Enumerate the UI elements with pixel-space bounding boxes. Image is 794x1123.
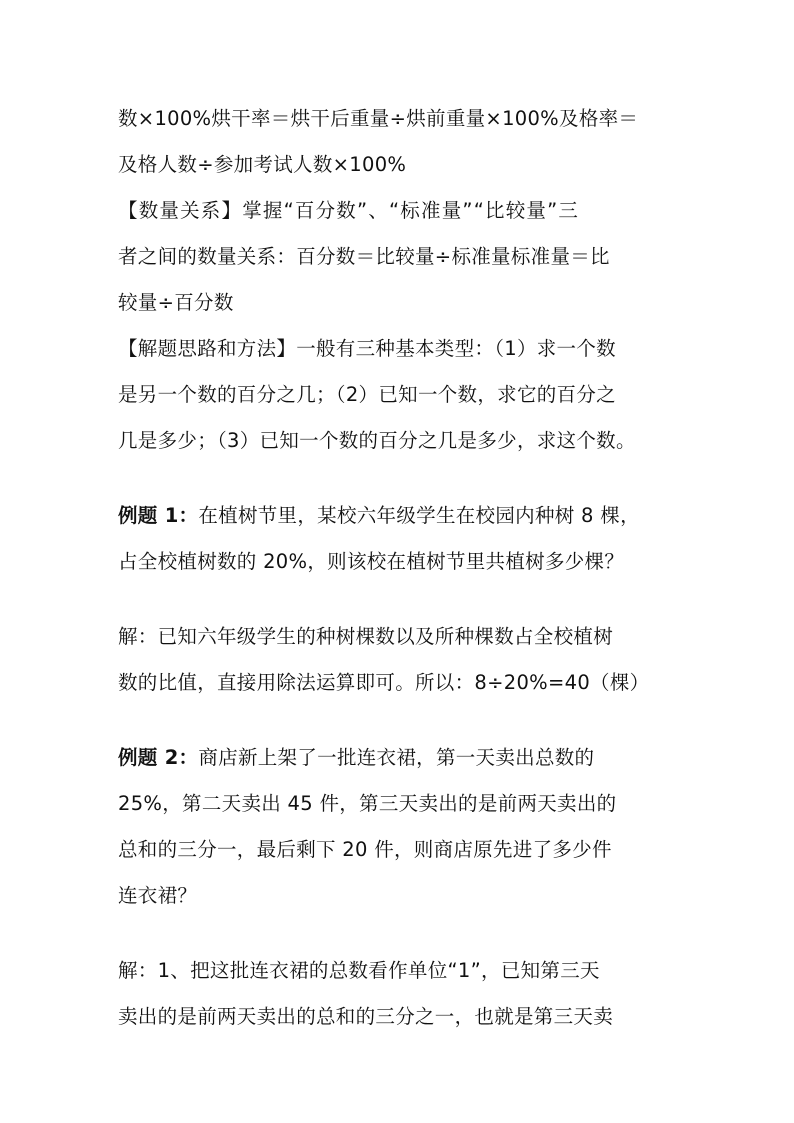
example-2-line-4: 连衣裙？ — [118, 884, 198, 907]
example-2-line-3: 总和的三分一，最后剩下 20 件，则商店原先进了多少件 — [118, 838, 612, 861]
text-line-7: 是另一个数的百分之几；（2）已知一个数，求它的百分之 — [118, 383, 616, 406]
text-line-6: 【解题思路和方法】一般有三种基本类型：（1）求一个数 — [118, 337, 616, 360]
solution-1-line-2: 数的比值，直接用除法运算即可。所以：8÷20%=40（棵） — [118, 671, 650, 694]
example-2-line-1 — [118, 743, 678, 772]
text-line-1: 数×100%烘干率＝烘干后重量÷烘前重量×100%及格率＝ — [118, 107, 639, 130]
example-1-line-1 — [118, 501, 678, 530]
example-1-text-1: 在植树节里，某校六年级学生在校园内种树 8 棵， — [198, 504, 640, 527]
example-2-label: 例题 2： — [118, 746, 199, 769]
example-2-line-2: 25%，第二天卖出 45 件，第三天卖出的是前两天卖出的 — [118, 792, 617, 815]
example-1-label: 例题 1： — [118, 504, 199, 527]
text-line-4: 者之间的数量关系：百分数＝比较量÷标准量标准量＝比 — [118, 245, 610, 268]
text-line-2: 及格人数÷参加考试人数×100% — [118, 153, 407, 176]
solution-1-line-1: 解：已知六年级学生的种树棵数以及所种棵数占全校植树 — [118, 625, 614, 648]
text-line-8: 几是多少；（3）已知一个数的百分之几是多少，求这个数。 — [118, 429, 636, 452]
solution-2-line-2: 卖出的是前两天卖出的总和的三分之一，也就是第三天卖 — [118, 1005, 614, 1028]
document-page — [118, 98, 678, 1031]
text-line-5: 较量÷百分数 — [118, 291, 234, 314]
example-2-text-1: 商店新上架了一批连衣裙，第一天卖出总数的 — [198, 746, 595, 769]
text-line-3: 【数量关系】掌握“百分数”、“标准量”“比较量”三 — [118, 199, 580, 222]
solution-2-line-1: 解：1、把这批连衣裙的总数看作单位“1”，已知第三天 — [118, 959, 600, 982]
example-1-line-2: 占全校植树数的 20%，则该校在植树节里共植树多少棵？ — [118, 550, 625, 573]
